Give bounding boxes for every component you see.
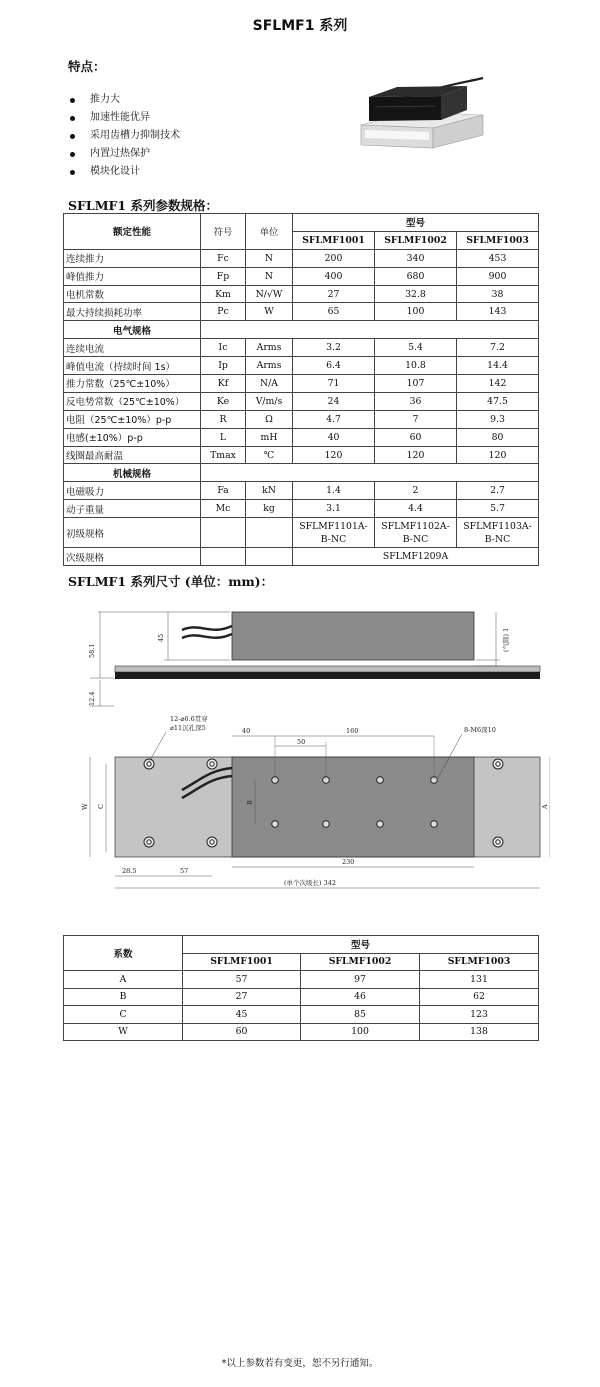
motor-product-image [355,70,485,165]
param-symbol: Pc [201,303,246,321]
param-unit: N [246,267,293,285]
dim-50: 50 [297,738,306,746]
param-value: SFLMF1101A-B-NC [293,518,375,548]
top-view-drawing [60,712,550,897]
param-name: 最大持续损耗功率 [64,303,201,321]
param-unit: ℃ [246,446,293,464]
param-name: 峰值电流（持续时间 1s） [64,357,201,375]
coefficient-table [63,935,539,1041]
param-unit [246,518,293,548]
spec-heading: SFLMF1 系列参数规格： [68,198,218,213]
param-value: 120 [375,446,457,464]
param-value: 100 [375,303,457,321]
param-symbol: L [201,428,246,446]
param-value: SFLMF1102A-B-NC [375,518,457,548]
param-name: 电感(±10%）p-p [64,428,201,446]
param-value: 3.1 [293,500,375,518]
header-symbol: 符号 [201,214,246,250]
spec-row [64,339,539,357]
spec-row [64,518,539,548]
param-value: 1.4 [293,482,375,500]
spec-table [63,213,539,566]
dim-total-height: 58.1 [88,643,96,658]
spec-row [64,464,539,482]
param-symbol: Ip [201,357,246,375]
param-value: 14.4 [457,357,539,375]
param-value: 120 [457,446,539,464]
param-unit [246,548,293,566]
param-value: 107 [375,375,457,393]
page-title: SFLMF1 系列 [252,18,348,34]
spec-row [64,428,539,446]
features-heading: 特点： [68,59,106,74]
param-unit: N/A [246,375,293,393]
param-name: 动子重量 [64,500,201,518]
dim-c: C [97,804,105,809]
param-value: 2.7 [457,482,539,500]
param-value: 6.4 [293,357,375,375]
param-value: 120 [293,446,375,464]
param-name: 线圈最高耐温 [64,446,201,464]
param-symbol: Km [201,285,246,303]
dim-57: 57 [180,867,189,875]
feature-item: 采用齿槽力抑制技术 [68,127,180,145]
param-unit: kN [246,482,293,500]
param-name: 连续电流 [64,339,201,357]
param-unit: kg [246,500,293,518]
param-symbol [201,548,246,566]
param-value: 71 [293,375,375,393]
header-unit: 单位 [246,214,293,250]
feature-item: 加速性能优异 [68,109,180,127]
param-value: 36 [375,392,457,410]
param-unit: Arms [246,357,293,375]
label-big-holes: 12-⌀6.6贯穿 [170,715,208,723]
section-blank [201,464,539,482]
coef-key: W [64,1023,183,1041]
m6-hole [377,777,384,784]
param-symbol [201,518,246,548]
coef-value: 46 [301,988,420,1006]
param-symbol: Kf [201,375,246,393]
dim-342: (单个次级长) 342 [284,879,337,887]
param-value: 7 [375,410,457,428]
param-value: 60 [375,428,457,446]
dim-base-height: 12.4 [88,691,96,706]
coef-header-name: 系数 [64,936,183,971]
header-model: SFLMF1003 [457,231,539,249]
param-value: 10.8 [375,357,457,375]
mount-hole-inner [147,762,151,766]
param-value: 4.4 [375,500,457,518]
param-value: 38 [457,285,539,303]
coef-value: 123 [420,1006,539,1024]
param-unit: mH [246,428,293,446]
param-value: 24 [293,392,375,410]
coef-row [64,1006,539,1024]
param-symbol: Ic [201,339,246,357]
param-symbol: R [201,410,246,428]
coef-key: A [64,971,183,989]
section-label: 机械规格 [64,464,201,482]
param-value: 27 [293,285,375,303]
feature-item: 内置过热保护 [68,145,180,163]
param-value: 400 [293,267,375,285]
coef-value: 57 [183,971,301,989]
param-symbol: Ke [201,392,246,410]
dim-w: W [81,803,89,810]
param-unit: V/m/s [246,392,293,410]
spec-row [64,321,539,339]
param-value: SFLMF1209A [293,548,539,566]
spec-row [64,303,539,321]
spec-row [64,285,539,303]
dim-160: 160 [346,727,359,735]
spec-row [64,267,539,285]
coef-header-model: SFLMF1003 [420,953,539,971]
param-unit: Arms [246,339,293,357]
param-value: 4.7 [293,410,375,428]
footnote: *以上参数若有变更，恕不另行通知。 [221,1358,379,1369]
param-unit: W [246,303,293,321]
param-symbol: Fc [201,249,246,267]
param-symbol: Tmax [201,446,246,464]
param-unit: N [246,249,293,267]
coef-header-model-group: 型号 [183,936,539,954]
dim-air-gap: (气隙) 1 [502,627,510,652]
param-value: 5.7 [457,500,539,518]
param-value: 5.4 [375,339,457,357]
coef-value: 138 [420,1023,539,1041]
param-name: 电阻（25℃±10%）p-p [64,410,201,428]
spec-row [64,482,539,500]
param-value: 2 [375,482,457,500]
param-value: 340 [375,249,457,267]
section-label: 电气规格 [64,321,201,339]
param-value: 9.3 [457,410,539,428]
features-list [68,91,180,181]
coef-header-model: SFLMF1002 [301,953,420,971]
spec-row [64,392,539,410]
param-value: 200 [293,249,375,267]
param-value: 65 [293,303,375,321]
param-name: 峰值推力 [64,267,201,285]
feature-item: 模块化设计 [68,163,180,181]
coef-row [64,988,539,1006]
coef-value: 100 [301,1023,420,1041]
section-blank [201,321,539,339]
feature-item: 推力大 [68,91,180,109]
label-m6-holes: 8-M6深10 [464,726,496,734]
param-value: 143 [457,303,539,321]
coef-value: 62 [420,988,539,1006]
side-view-drawing [60,600,550,720]
dim-body-height: 45 [157,633,165,642]
dim-40: 40 [242,727,251,735]
dimensions-heading: SFLMF1 系列尺寸 (单位：mm)： [68,574,274,589]
mount-hole-inner [496,840,500,844]
param-name: 推力常数（25℃±10%） [64,375,201,393]
param-value: 40 [293,428,375,446]
coef-row [64,1023,539,1041]
param-name: 次级规格 [64,548,201,566]
spec-row [64,375,539,393]
param-value: SFLMF1103A-B-NC [457,518,539,548]
dim-a: A [541,804,549,809]
param-name: 反电势常数（25℃±10%） [64,392,201,410]
param-value: 3.2 [293,339,375,357]
coef-key: B [64,988,183,1006]
param-value: 7.2 [457,339,539,357]
param-value: 80 [457,428,539,446]
coef-value: 60 [183,1023,301,1041]
mount-hole-inner [496,762,500,766]
param-value: 32.8 [375,285,457,303]
param-value: 47.5 [457,392,539,410]
param-symbol: Fp [201,267,246,285]
header-param: 额定性能 [64,214,201,250]
coef-key: C [64,1006,183,1024]
coef-value: 97 [301,971,420,989]
param-value: 142 [457,375,539,393]
spec-row [64,249,539,267]
coef-value: 131 [420,971,539,989]
spec-row [64,410,539,428]
coef-value: 85 [301,1006,420,1024]
m6-hole [431,821,438,828]
dim-230: 230 [342,858,355,866]
label-big-holes-counterbore: ⌀11沉孔深5 [170,724,206,732]
dim-b: B [246,800,254,805]
header-model: SFLMF1001 [293,231,375,249]
header-model-group: 型号 [293,214,539,232]
coef-value: 45 [183,1006,301,1024]
coef-value: 27 [183,988,301,1006]
param-name: 初级规格 [64,518,201,548]
spec-row [64,357,539,375]
param-value: 900 [457,267,539,285]
param-unit: Ω [246,410,293,428]
spec-row [64,548,539,566]
spec-row [64,446,539,464]
param-value: 453 [457,249,539,267]
param-value: 680 [375,267,457,285]
m6-hole [323,821,330,828]
coef-row [64,971,539,989]
m6-hole [272,821,279,828]
header-model: SFLMF1002 [375,231,457,249]
spec-row [64,500,539,518]
param-name: 连续推力 [64,249,201,267]
param-symbol: Mc [201,500,246,518]
param-symbol: Fa [201,482,246,500]
mount-hole-inner [210,840,214,844]
param-unit: N/√W [246,285,293,303]
mount-hole-inner [210,762,214,766]
dim-28-5: 28.5 [122,867,137,875]
mount-hole-inner [147,840,151,844]
m6-hole [377,821,384,828]
param-name: 电机常数 [64,285,201,303]
coef-header-model: SFLMF1001 [183,953,301,971]
param-name: 电磁吸力 [64,482,201,500]
